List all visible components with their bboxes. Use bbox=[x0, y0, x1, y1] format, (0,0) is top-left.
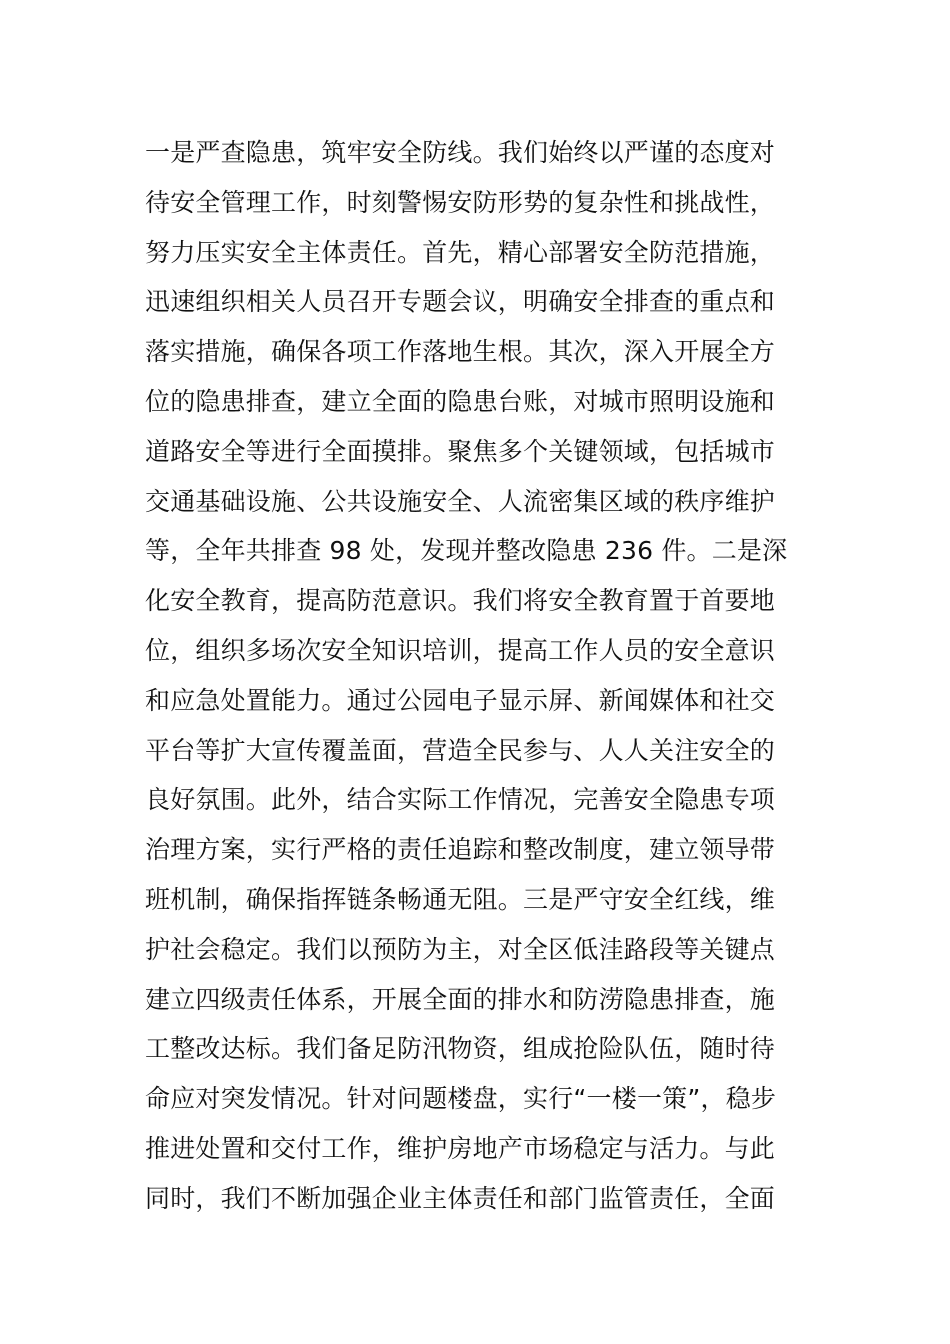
text-line: 治理方案，实行严格的责任追踪和整改制度，建立领导带 bbox=[145, 835, 776, 865]
text-line: 工整改达标。我们备足防汛物资，组成抢险队伍，随时待 bbox=[145, 1034, 776, 1064]
text-line: 建立四级责任体系，开展全面的排水和防涝隐患排查，施 bbox=[145, 984, 776, 1014]
text-line: 和应急处置能力。通过公园电子显示屏、新闻媒体和社交 bbox=[145, 685, 776, 715]
text-line: 迅速组织相关人员召开专题会议，明确安全排查的重点和 bbox=[145, 287, 776, 317]
text-line: 交通基础设施、公共设施安全、人流密集区域的秩序维护 bbox=[145, 486, 776, 516]
text-line: 同时，我们不断加强企业主体责任和部门监管责任，全面 bbox=[145, 1183, 776, 1213]
text-line: 努力压实安全主体责任。首先，精心部署安全防范措施， bbox=[145, 237, 776, 267]
text-line: 位，组织多场次安全知识培训，提高工作人员的安全意识 bbox=[145, 635, 776, 665]
text-line: 道路安全等进行全面摸排。聚焦多个关键领域，包括城市 bbox=[145, 436, 776, 466]
text-line: 平台等扩大宣传覆盖面，营造全民参与、人人关注安全的 bbox=[145, 735, 776, 765]
text-line: 一是严查隐患，筑牢安全防线。我们始终以严谨的态度对 bbox=[145, 138, 776, 167]
text-line: 班机制，确保指挥链条畅通无阻。三是严守安全红线，维 bbox=[145, 884, 776, 914]
text-line: 等，全年共排查 98 处，发现并整改隐患 236 件。二是深 bbox=[145, 536, 788, 566]
text-line: 护社会稳定。我们以预防为主，对全区低洼路段等关键点 bbox=[145, 934, 776, 964]
text-line: 位的隐患排查，建立全面的隐患台账，对城市照明设施和 bbox=[145, 386, 776, 416]
text-line: 化安全教育，提高防范意识。我们将安全教育置于首要地 bbox=[145, 586, 776, 616]
text-line: 待安全管理工作，时刻警惕安防形势的复杂性和挑战性， bbox=[145, 187, 776, 217]
body-text bbox=[145, 128, 815, 1224]
text-line: 良好氛围。此外，结合实际工作情况，完善安全隐患专项 bbox=[145, 785, 776, 815]
text-line: 落实措施，确保各项工作落地生根。其次，深入开展全方 bbox=[145, 337, 776, 367]
text-line: 推进处置和交付工作，维护房地产市场稳定与活力。与此 bbox=[145, 1133, 776, 1163]
text-line: 命应对突发情况。针对问题楼盘，实行“一楼一策”，稳步 bbox=[145, 1084, 777, 1114]
